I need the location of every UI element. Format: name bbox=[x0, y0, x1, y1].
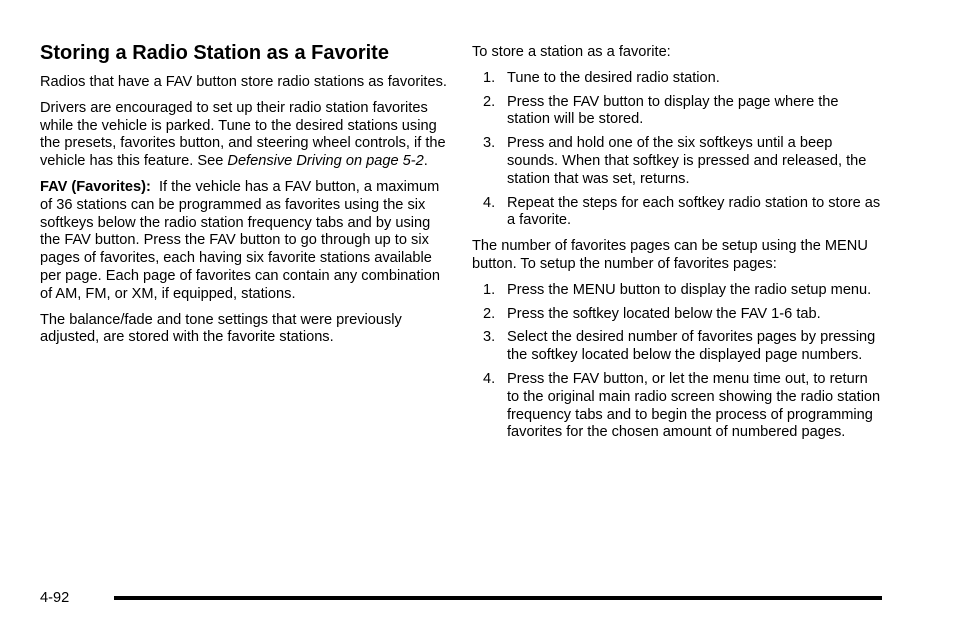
section-title: Storing a Radio Station as a Favorite bbox=[40, 42, 389, 64]
steps-list-1 bbox=[472, 70, 882, 230]
step-text: Press the MENU button to display the radio setup menu. bbox=[507, 281, 872, 298]
list-item bbox=[472, 135, 882, 188]
step-number: 4. bbox=[483, 194, 496, 211]
footer-rule bbox=[114, 596, 882, 600]
right-column bbox=[472, 44, 882, 450]
list-item bbox=[472, 306, 882, 324]
step-number: 4. bbox=[483, 370, 496, 387]
step-number: 3. bbox=[483, 135, 496, 152]
steps-intro-2: The number of favorites pages can be setup using the MENU button. To setup the number of favorites pages: bbox=[472, 238, 868, 272]
list-item bbox=[472, 371, 882, 442]
step-text: Repeat the steps for each softkey radio station to store as a favorite. bbox=[507, 194, 881, 229]
paragraph-drivers-text: Drivers are encouraged to set up their radio station favorites while the vehicle is parked. Tune to the desired stations using the presets, favorites button, and steering wheel controls, if the vehicle has this feature. See bbox=[40, 99, 446, 170]
paragraph-balance: The balance/fade and tone settings that were previously adjusted, are stored with the favorite stations. bbox=[40, 311, 402, 346]
list-item bbox=[472, 195, 882, 231]
fav-lead: FAV (Favorites): bbox=[40, 178, 151, 195]
step-number: 3. bbox=[483, 329, 496, 346]
step-text: Press the FAV button, or let the menu time out, to return to the original main radio screen showing the radio station frequency tabs and to begin the process of programming favorites for the chosen amount of numbered pages. bbox=[507, 370, 881, 441]
step-text: Press the FAV button to display the page where the station will be stored. bbox=[507, 93, 839, 128]
paragraph-intro: Radios that have a FAV button store radio stations as favorites. bbox=[40, 74, 447, 90]
list-item bbox=[472, 94, 882, 130]
list-item bbox=[472, 70, 882, 88]
steps-list-2 bbox=[472, 282, 882, 442]
step-text: Press and hold one of the six softkeys until a beep sounds. When that softkey is pressed and released, the station that was set, returns. bbox=[507, 135, 867, 187]
step-text: Select the desired number of favorites pages by pressing the softkey located below the displayed page numbers. bbox=[507, 329, 876, 364]
step-number: 2. bbox=[483, 305, 496, 322]
list-item bbox=[472, 329, 882, 365]
step-number: 1. bbox=[483, 69, 496, 86]
list-item bbox=[472, 282, 882, 300]
step-text: Tune to the desired radio station. bbox=[507, 69, 720, 86]
step-text: Press the softkey located below the FAV 1-6 tab. bbox=[507, 305, 821, 322]
steps-intro-1: To store a station as a favorite: bbox=[472, 44, 671, 60]
paragraph-fav bbox=[40, 179, 450, 304]
paragraph-drivers bbox=[40, 100, 450, 171]
left-column bbox=[40, 40, 450, 355]
fav-text: If the vehicle has a FAV button, a maximum of 36 stations can be programmed as favorites using the six softkeys below the radio station frequency tabs and by using the FAV button. Press the FAV button to go through up to six pages of favorites, each having six favorite stations available per page. Each page of favorites can contain any combination of AM, FM, or XM, if equipped, stations. bbox=[40, 178, 440, 302]
step-number: 2. bbox=[483, 93, 496, 110]
cross-reference-link[interactable]: Defensive Driving on page 5-2 bbox=[227, 153, 424, 170]
page-number: 4-92 bbox=[40, 590, 70, 606]
step-number: 1. bbox=[483, 281, 496, 298]
period: . bbox=[423, 153, 428, 170]
